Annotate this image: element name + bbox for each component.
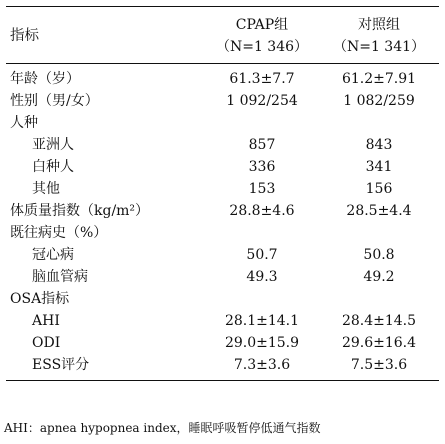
table-row xyxy=(6,134,439,156)
table-row xyxy=(6,266,439,288)
row-label: AHI xyxy=(32,313,60,329)
cpap-value: 857 xyxy=(248,137,276,153)
cpap-value: 49.3 xyxy=(246,269,278,285)
row-label: OSA指标 xyxy=(10,291,70,307)
control-value: 28.5±4.4 xyxy=(346,203,412,219)
header-cpap-n: （N=1 346） xyxy=(215,39,309,55)
table-row xyxy=(6,244,439,266)
cpap-value: 153 xyxy=(248,181,276,197)
control-value: 1 082/259 xyxy=(343,93,415,109)
cpap-value: 29.0±15.9 xyxy=(224,335,300,351)
cpap-value: 1 092/254 xyxy=(226,93,298,109)
table-row xyxy=(6,200,439,222)
cpap-value: 61.3±7.7 xyxy=(229,71,295,87)
row-label: 人种 xyxy=(10,115,38,131)
control-value: 341 xyxy=(365,159,393,175)
cpap-value: 336 xyxy=(248,159,276,175)
control-value: 28.4±14.5 xyxy=(341,313,417,329)
row-label: ESS评分 xyxy=(32,357,90,373)
control-value: 7.5±3.6 xyxy=(350,357,408,373)
table-row xyxy=(6,178,439,200)
cpap-value: 28.8±4.6 xyxy=(229,203,295,219)
control-value: 49.2 xyxy=(363,269,395,285)
header-indicator: 指标 xyxy=(10,28,39,44)
cpap-value: 28.1±14.1 xyxy=(224,313,300,329)
header-cpap-group xyxy=(202,14,322,58)
table-bottom-rule xyxy=(6,380,439,381)
table-row xyxy=(6,112,439,134)
table-row xyxy=(6,288,439,310)
table-row xyxy=(6,156,439,178)
table-body xyxy=(6,64,439,380)
row-label: 冠心病 xyxy=(32,247,74,263)
row-label: 体质量指数（kg/m²） xyxy=(10,203,150,219)
header-control-n: （N=1 341） xyxy=(332,39,426,55)
row-label: ODI xyxy=(32,335,61,351)
row-label: 其他 xyxy=(32,181,60,197)
control-value: 29.6±16.4 xyxy=(341,335,417,351)
table-row xyxy=(6,354,439,376)
header-control-group xyxy=(319,14,439,58)
table-footnote: AHI：apnea hypopnea index，睡眠呼吸暂停低通气指数 xyxy=(4,421,321,435)
row-label: 既往病史（%） xyxy=(10,225,108,241)
row-label: 年龄（岁） xyxy=(10,71,80,87)
table-row xyxy=(6,332,439,354)
table-header xyxy=(6,7,439,63)
cpap-value: 7.3±3.6 xyxy=(233,357,291,373)
control-value: 61.2±7.91 xyxy=(341,71,417,87)
control-value: 843 xyxy=(365,137,393,153)
row-label: 白种人 xyxy=(32,159,74,175)
header-cpap-name: CPAP组 xyxy=(235,17,289,33)
row-label: 亚洲人 xyxy=(32,137,74,153)
cpap-value: 50.7 xyxy=(246,247,278,263)
table-row xyxy=(6,310,439,332)
row-label: 性别（男/女） xyxy=(10,93,99,109)
control-value: 156 xyxy=(365,181,393,197)
control-value: 50.8 xyxy=(363,247,395,263)
table-row xyxy=(6,222,439,244)
row-label: 脑血管病 xyxy=(32,269,88,285)
table-row xyxy=(6,90,439,112)
header-control-name: 对照组 xyxy=(358,17,400,33)
table-row xyxy=(6,68,439,90)
baseline-table xyxy=(6,6,439,381)
